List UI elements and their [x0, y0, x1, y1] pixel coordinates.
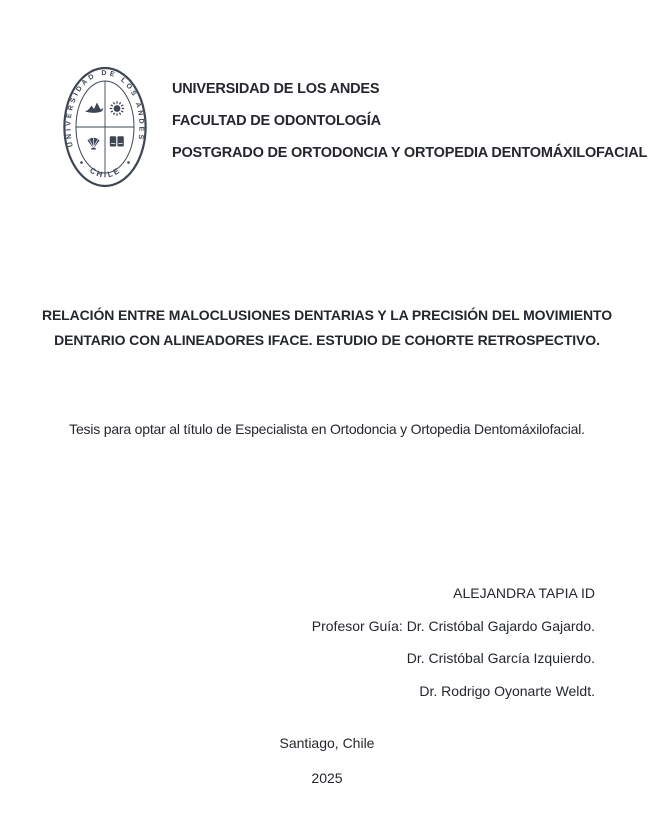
- seal-ring-text: UNIVERSIDAD DE LOS ANDES: [65, 69, 145, 148]
- shell-icon: [88, 138, 100, 150]
- authors-block: [312, 577, 595, 707]
- advisor-line-1: Profesor Guía: Dr. Cristóbal Gajardo Gajardo.: [311, 617, 595, 634]
- footer-city: Santiago, Chile: [279, 735, 375, 751]
- seal-bottom-text: CHILE: [88, 165, 121, 180]
- institution-header: [172, 73, 647, 169]
- footer-year: 2025: [311, 770, 343, 786]
- thesis-title-line-1: RELACIÓN ENTRE MALOCLUSIONES DENTARIAS Y LA PRECISIÓN DEL MOVIMIENTO: [41, 307, 613, 323]
- sun-icon: [110, 101, 124, 115]
- university-seal-logo: [63, 66, 147, 188]
- thesis-title-line-2: DENTARIO CON ALINEADORES IFACE. ESTUDIO DE COHORTE RETROSPECTIVO.: [54, 332, 600, 348]
- program-name: POSTGRADO DE ORTODONCIA Y ORTOPEDIA DENTOMÁXILOFACIAL: [172, 145, 648, 161]
- faculty-name: FACULTAD DE ODONTOLOGÍA: [172, 113, 381, 129]
- seal-left-dot: [80, 161, 83, 164]
- footer-block: [0, 726, 654, 796]
- thesis-subtitle: Tesis para optar al título de Especialista en Ortodoncia y Ortopedia Dentomáxilofacial.: [69, 421, 585, 437]
- advisor-line-2: Dr. Cristóbal García Izquierdo.: [406, 650, 595, 666]
- university-name: UNIVERSIDAD DE LOS ANDES: [172, 81, 380, 97]
- thesis-title: [0, 303, 654, 353]
- advisor-line-3: Dr. Rodrigo Oyonarte Weldt.: [419, 682, 595, 699]
- condor-icon: [85, 103, 104, 113]
- seal-right-dot: [127, 161, 130, 164]
- book-icon: [110, 136, 124, 146]
- student-name: ALEJANDRA TAPIA ID: [453, 585, 595, 601]
